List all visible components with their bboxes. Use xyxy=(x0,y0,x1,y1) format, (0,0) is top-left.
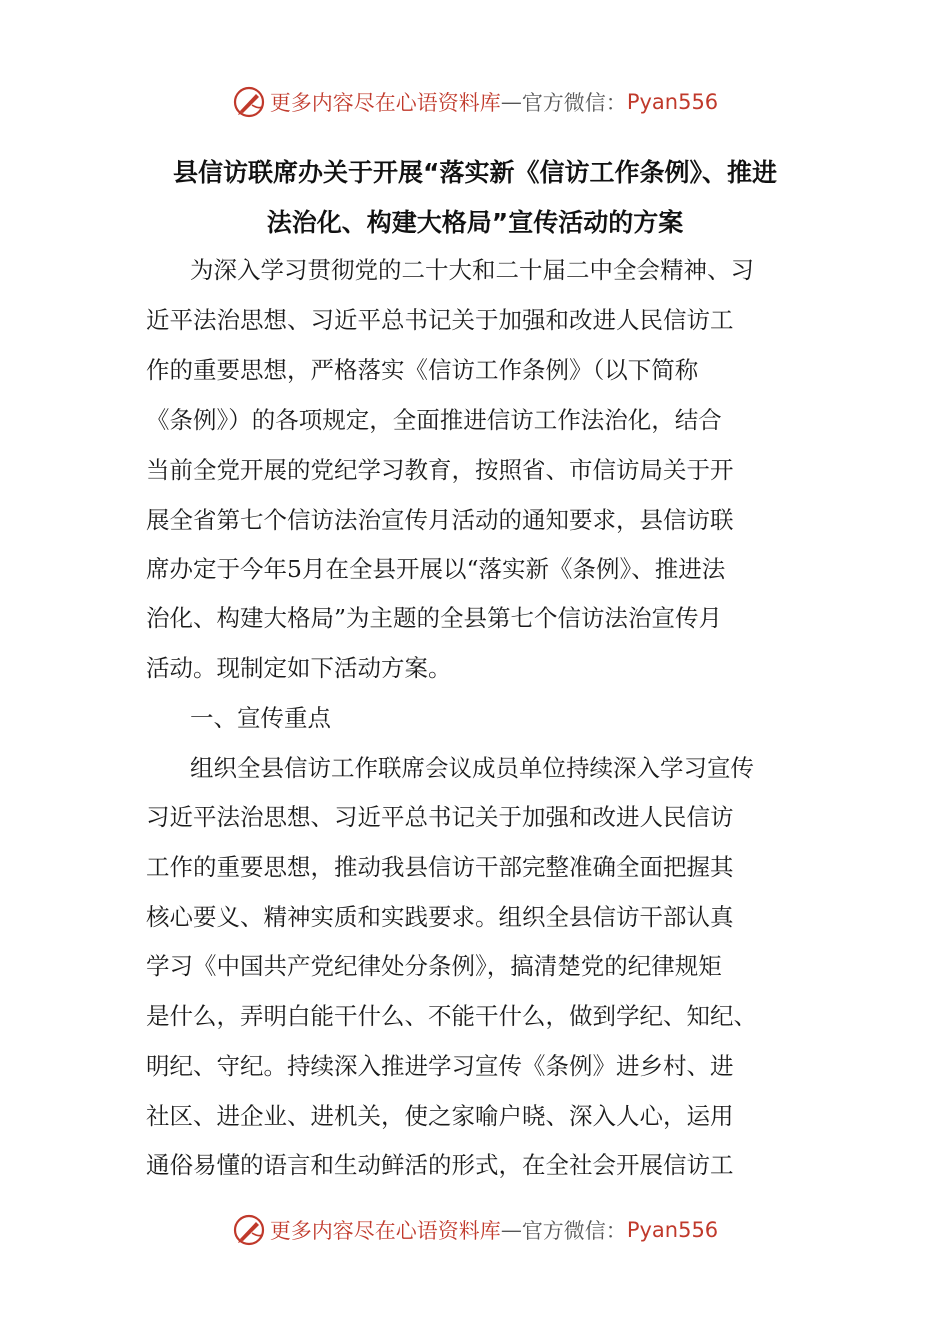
banner-slogan: 更多内容尽在心语资料库 xyxy=(269,91,501,115)
body-line: 通俗易懂的语言和生动鲜活的形式，在全社会开展信访工 xyxy=(146,1151,734,1179)
title-line-1: 县信访联席办关于开展“落实新《信访工作条例》、推进 xyxy=(173,158,777,187)
pen-logo-icon xyxy=(232,1213,266,1247)
body-line: 《条例》）的各项规定，全面推进信访工作法治化，结合 xyxy=(146,406,722,434)
banner-dash: — xyxy=(500,90,522,114)
section-heading: 一、宣传重点 xyxy=(190,704,331,732)
body-line: 当前全党开展的党纪学习教育，按照省、市信访局关于开 xyxy=(146,456,734,484)
body-line: 社区、进企业、进机关，使之家喻户晓、深入人心，运用 xyxy=(146,1102,734,1130)
body-line: 是什么，弄明白能干什么、不能干什么，做到学纪、知纪、 xyxy=(146,1002,757,1030)
banner-slogan: 更多内容尽在心语资料库 xyxy=(269,1219,501,1243)
document-title xyxy=(110,148,840,248)
banner-wechat-id: Pyan556 xyxy=(626,1218,719,1242)
body-line: 为深入学习贯彻党的二十大和二十届二中全会精神、习 xyxy=(190,256,754,284)
body-line: 工作的重要思想，推动我县信访干部完整准确全面把握其 xyxy=(146,853,734,881)
title-line-2: 法治化、构建大格局”宣传活动的方案 xyxy=(266,208,684,237)
banner-wechat-label: 官方微信： xyxy=(521,1219,627,1243)
body-line: 席办定于今年5月在全县开展以“落实新《条例》、推进法 xyxy=(146,555,726,583)
banner-dash: — xyxy=(500,1218,522,1242)
body-line: 习近平法治思想、习近平总书记关于加强和改进人民信访 xyxy=(146,803,734,831)
body-line: 明纪、守纪。持续深入推进学习宣传《条例》进乡村、进 xyxy=(146,1052,734,1080)
body-line: 核心要义、精神实质和实践要求。组织全县信访干部认真 xyxy=(146,903,734,931)
body-line: 组织全县信访工作联席会议成员单位持续深入学习宣传 xyxy=(190,754,754,782)
body-line: 学习《中国共产党纪律处分条例》，搞清楚党的纪律规矩 xyxy=(146,952,722,980)
banner-wechat-id: Pyan556 xyxy=(626,90,719,114)
header-banner xyxy=(0,82,950,122)
body-line: 活动。现制定如下活动方案。 xyxy=(146,654,452,682)
banner-wechat-label: 官方微信： xyxy=(521,91,627,115)
footer-banner xyxy=(0,1210,950,1250)
pen-logo-icon xyxy=(232,85,266,119)
body-line: 近平法治思想、习近平总书记关于加强和改进人民信访工 xyxy=(146,306,734,334)
body-line: 治化、构建大格局”为主题的全县第七个信访法治宣传月 xyxy=(146,604,723,632)
body-line: 展全省第七个信访法治宣传月活动的通知要求，县信访联 xyxy=(146,506,734,534)
body-line: 作的重要思想，严格落实《信访工作条例》（以下简称 xyxy=(146,356,699,384)
